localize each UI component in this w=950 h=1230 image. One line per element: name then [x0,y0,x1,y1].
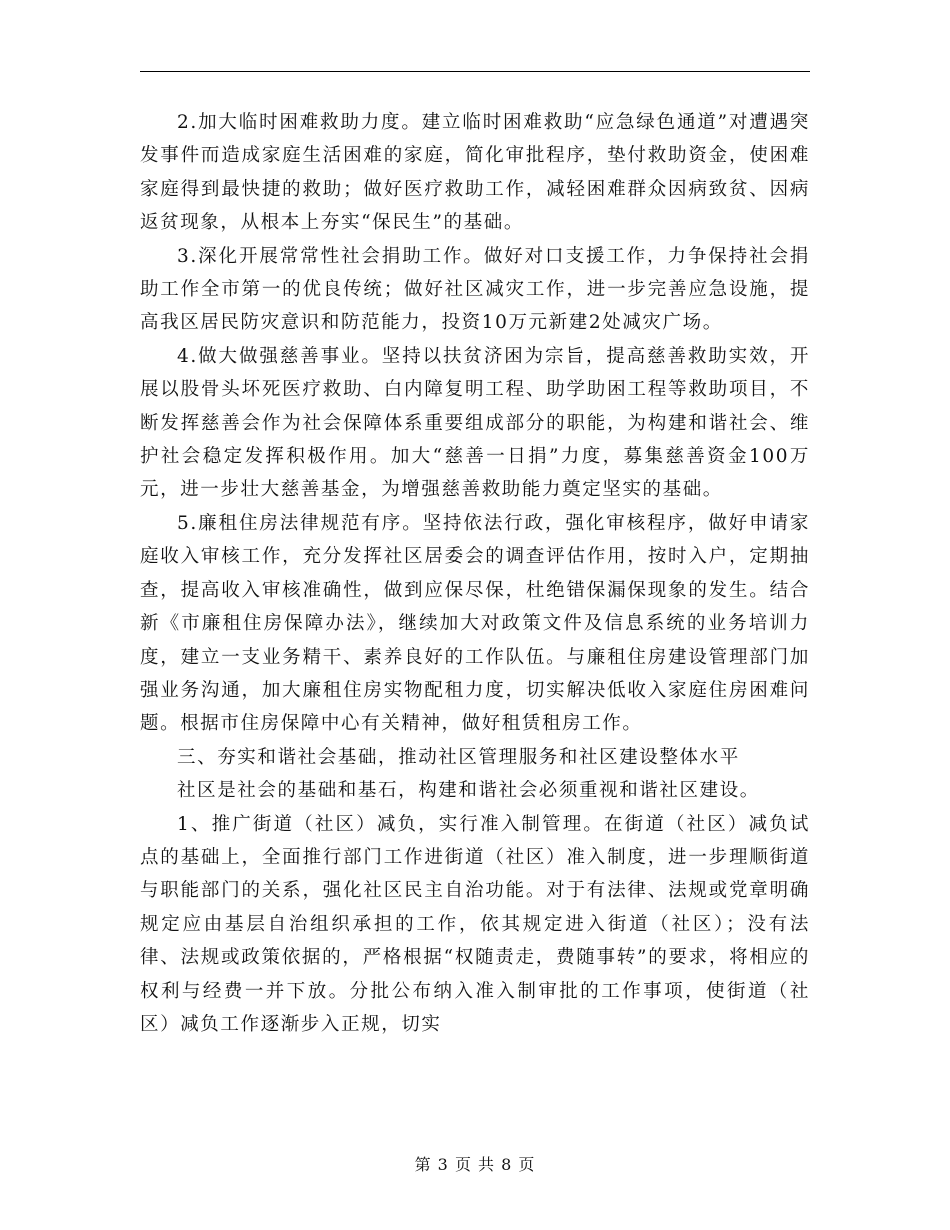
header-rule [140,71,810,72]
document-body [140,106,810,1041]
paragraph-temporary-relief: 2.加大临时困难救助力度。建立临时困难救助“应急绿色通道”对遭遇突发事件而造成家庭生活困难的家庭，简化审批程序，垫付救助资金，使困难家庭得到最快捷的救助；做好医疗救助工作，减轻困难群众因病致贫、因病返贫现象，从根本上夯实“保民生”的基础。 [140,112,810,234]
section-heading-3: 三、夯实和谐社会基础，推动社区管理服务和社区建设整体水平 [177,746,740,768]
paragraph-burden-reduction: 1、推广街道（社区）减负，实行准入制管理。在街道（社区）减负试点的基础上，全面推行部门工作进街道（社区）准入制度，进一步理顺街道与职能部门的关系，强化社区民主自治功能。对于有法律、法规或党章明确规定应由基层自治组织承担的工作，依其规定进入街道（社区）；没有法律、法规或政策依据的，严格根据“权随责走，费随事转”的要求，将相应的权利与经费一并下放。分批公布纳入准入制审批的工作事项，使街道（社区）减负工作逐渐步入正规，切实 [140,813,810,1035]
paragraph-charity: 4.做大做强慈善事业。坚持以扶贫济困为宗旨，提高慈善救助实效，开展以股骨头坏死医疗救助、白内障复明工程、助学助困工程等救助项目，不断发挥慈善会作为社会保障体系重要组成部分的职能，为构建和谐社会、维护社会稳定发挥积极作用。加大“慈善一日捐”力度，募集慈善资金100万元，进一步壮大慈善基金，为增强慈善救助能力奠定坚实的基础。 [140,345,810,501]
paragraph-community-intro: 社区是社会的基础和基石，构建和谐社会必须重视和谐社区建设。 [177,780,760,802]
paragraph-social-donation: 3.深化开展常常性社会捐助工作。做好对口支援工作，力争保持社会捐助工作全市第一的优良传统；做好社区减灾工作，进一步完善应急设施，提高我区居民防灾意识和防范能力，投资10万元新建2处减灾广场。 [140,245,810,334]
paragraph-low-rent-housing: 5.廉租住房法律规范有序。坚持依法行政，强化审核程序，做好申请家庭收入审核工作，充分发挥社区居委会的调查评估作用，按时入户，定期抽查，提高收入审核准确性，做到应保尽保，杜绝错保漏保现象的发生。结合新《市廉租住房保障办法》，继续加大对政策文件及信息系统的业务培训力度，建立一支业务精干、素养良好的工作队伍。与廉租住房建设管理部门加强业务沟通，加大廉租住房实物配租力度，切实解决低收入家庭住房困难问题。根据市住房保障中心有关精神，做好租赁租房工作。 [140,512,810,735]
page-number: 第 3 页 共 8 页 [414,1155,536,1174]
